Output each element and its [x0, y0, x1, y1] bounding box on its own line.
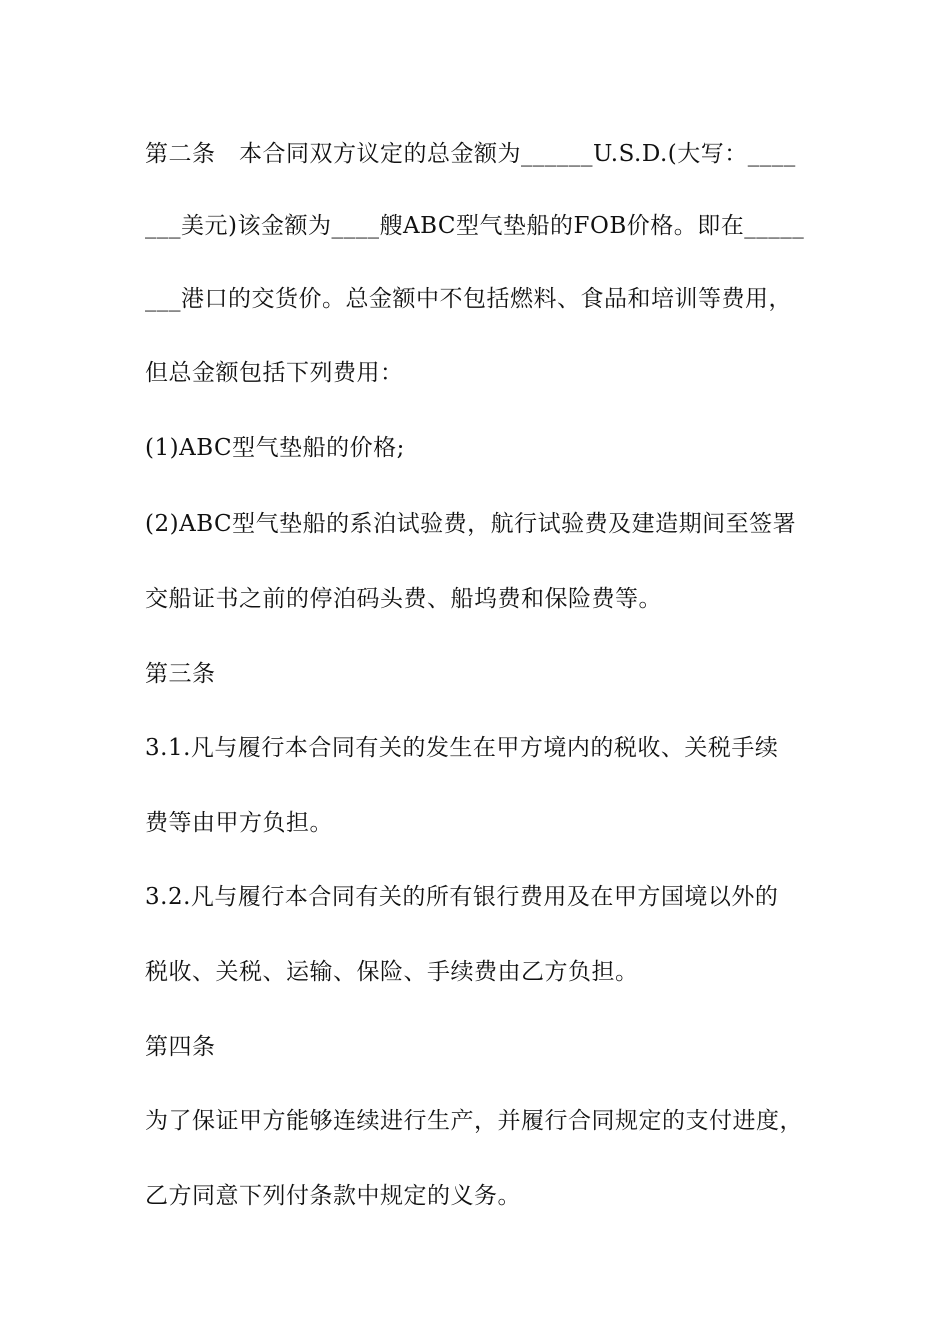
article-2-line-4: 但总金额包括下列费用：	[145, 360, 404, 386]
article-3-heading: 第三条	[145, 661, 216, 687]
clause-item-2-line-1: (2)ABC型气垫船的系泊试验费，航行试验费及建造期间至签署	[145, 511, 797, 537]
article-4-line-2: 乙方同意下列付条款中规定的义务。	[145, 1183, 521, 1209]
clause-item-2-line-2: 交船证书之前的停泊码头费、船坞费和保险费等。	[145, 586, 662, 612]
clause-3-2-line-2: 税收、关税、运输、保险、手续费由乙方负担。	[145, 959, 639, 985]
clause-3-1-line-1: 3.1.凡与履行本合同有关的发生在甲方境内的税收、关税手续	[145, 735, 779, 761]
clause-3-2-line-1: 3.2.凡与履行本合同有关的所有银行费用及在甲方国境以外的	[145, 884, 779, 910]
article-2-line-1: 第二条 本合同双方议定的总金额为______U.S.D.(大写：____	[145, 141, 796, 167]
article-4-line-1: 为了保证甲方能够连续进行生产，并履行合同规定的支付进度，	[145, 1108, 803, 1134]
article-2-line-3: ___港口的交货价。总金额中不包括燃料、食品和培训等费用，	[145, 286, 792, 312]
clause-item-1: (1)ABC型气垫船的价格;	[145, 435, 405, 461]
article-4-heading: 第四条	[145, 1034, 216, 1060]
clause-3-1-line-2: 费等由甲方负担。	[145, 810, 333, 836]
article-2-line-2: ___美元)该金额为____艘ABC型气垫船的FOB价格。即在_____	[145, 213, 805, 239]
